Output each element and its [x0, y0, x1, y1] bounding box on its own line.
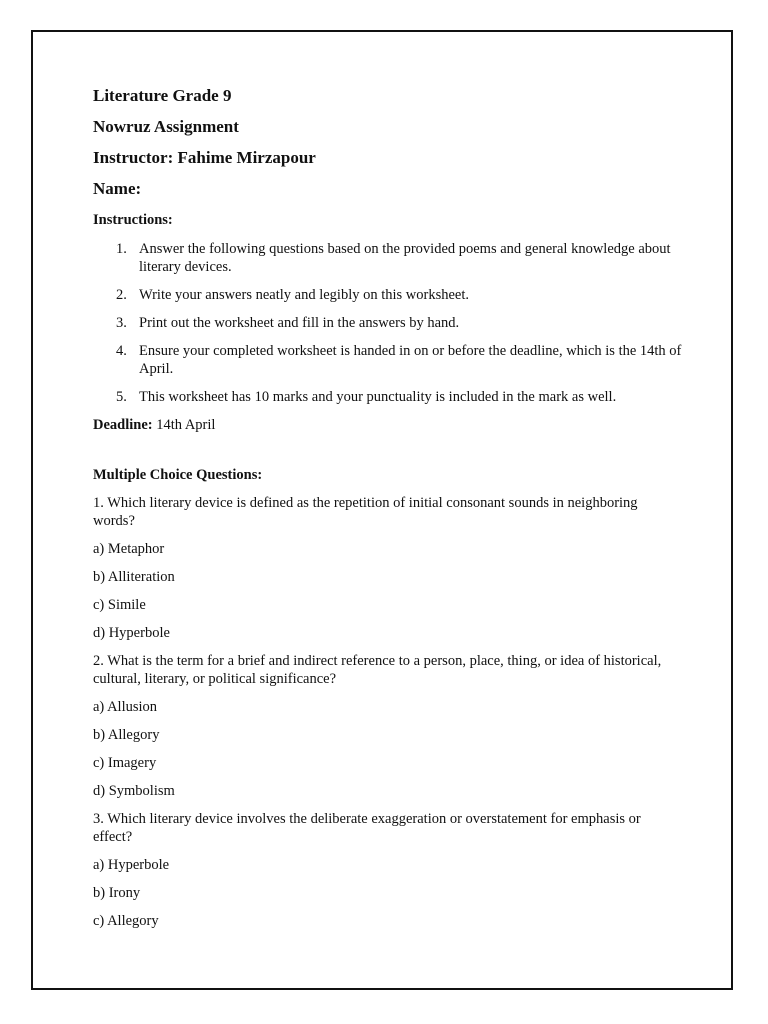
q2-option-d: d) Symbolism [93, 783, 175, 799]
instruction-item [93, 342, 683, 378]
q2-option-a: a) Allusion [93, 699, 158, 715]
instruction-text: Ensure your completed worksheet is handed in on or before the deadline, which is the 14th of April. [139, 343, 682, 377]
q2-option-b: b) Allegory [93, 727, 160, 743]
instruction-text: Answer the following questions based on the provided poems and general knowledge about literary devices. [139, 241, 671, 275]
q1-option-d: d) Hyperbole [93, 625, 170, 641]
q3-option-c: c) Allegory [93, 913, 159, 929]
deadline-line [93, 416, 683, 434]
instruction-item [93, 314, 683, 332]
question-2: 2. What is the term for a brief and indirect reference to a person, place, thing, or idea of historical, cultural, literary, or political significance? [93, 653, 662, 687]
deadline-label: Deadline: [93, 417, 153, 433]
instruction-number: 3. [116, 315, 127, 331]
mcq-title: Multiple Choice Questions: [93, 467, 263, 483]
q1-option-a: a) Metaphor [93, 541, 165, 557]
instructions-title: Instructions: [93, 212, 173, 228]
question-3: 3. Which literary device involves the deliberate exaggeration or overstatement for emphasis or effect? [93, 811, 641, 845]
instruction-item [93, 240, 683, 276]
q1-option-c: c) Simile [93, 597, 146, 613]
deadline-value: 14th April [152, 417, 216, 433]
instruction-item [93, 286, 683, 304]
q3-option-a: a) Hyperbole [93, 857, 170, 873]
worksheet-content [93, 86, 683, 940]
course-title: Literature Grade 9 [93, 86, 232, 105]
q2-option-c: c) Imagery [93, 755, 157, 771]
q3-option-b: b) Irony [93, 885, 141, 901]
instruction-item [93, 388, 683, 406]
question-1: 1. Which literary device is defined as the repetition of initial consonant sounds in neighboring words? [93, 495, 638, 529]
name-label: Name: [93, 179, 142, 198]
instruction-number: 1. [116, 241, 127, 257]
instructor-line: Instructor: Fahime Mirzapour [93, 148, 316, 167]
instruction-number: 2. [116, 287, 127, 303]
instruction-text: Write your answers neatly and legibly on this worksheet. [139, 287, 470, 303]
assignment-title: Nowruz Assignment [93, 117, 239, 136]
instruction-text: This worksheet has 10 marks and your punctuality is included in the mark as well. [139, 389, 617, 405]
instruction-text: Print out the worksheet and fill in the answers by hand. [139, 315, 460, 331]
instruction-number: 5. [116, 389, 127, 405]
q1-option-b: b) Alliteration [93, 569, 175, 585]
instruction-number: 4. [116, 343, 127, 359]
instructions-list [93, 240, 683, 406]
